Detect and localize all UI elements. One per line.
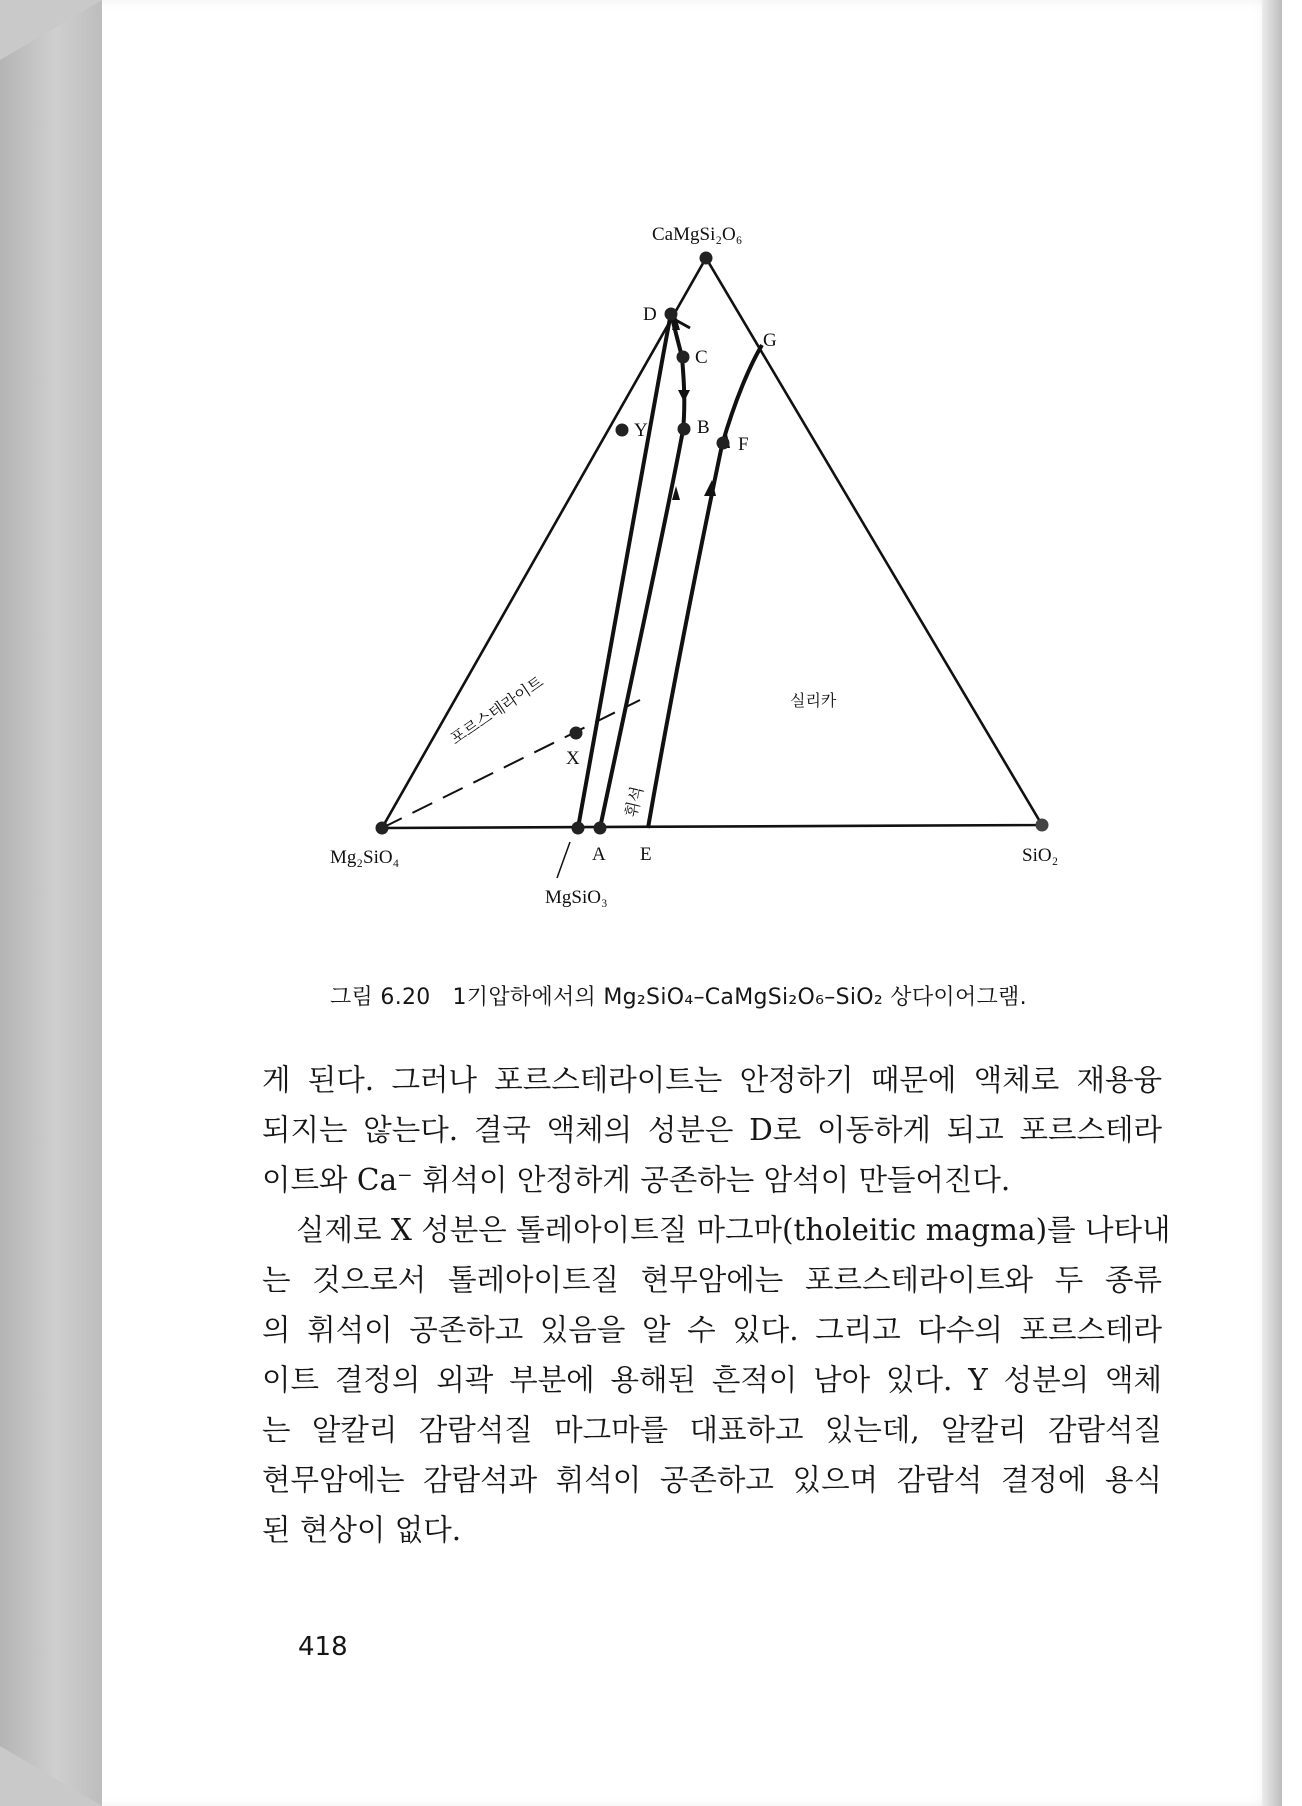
body-line: 는 알칼리 감람석질 마그마를 대표하고 있는데, 알칼리 감람석질 xyxy=(262,1413,1162,1447)
page-number: 418 xyxy=(298,1632,348,1662)
label-e: E xyxy=(640,844,652,865)
label-pyroxene-field: 휘석 xyxy=(621,784,647,819)
body-line: 의 휘석이 공존하고 있음을 알 수 있다. 그리고 다수의 포르스테라 xyxy=(262,1313,1162,1347)
figure-caption xyxy=(330,980,1130,1011)
label-mg2sio4: Mg₂SiO₄ xyxy=(330,847,400,868)
body-line: 이트 결정의 외곽 부분에 용해된 흔적이 남아 있다. Y 성분의 액체 xyxy=(262,1363,1162,1397)
body-line: 는 것으로서 톨레아이트질 현무암에는 포르스테라이트와 두 종류 xyxy=(262,1263,1162,1297)
point-mg2sio4 xyxy=(376,822,389,835)
body-line: 현무암에는 감람석과 휘석이 공존하고 있으며 감람석 결정에 용식 xyxy=(262,1463,1162,1497)
label-silica-field: 실리카 xyxy=(790,691,837,710)
point-a xyxy=(594,822,607,835)
point-sio2 xyxy=(1036,819,1049,832)
arrow-c-b xyxy=(678,390,690,402)
point-y xyxy=(616,424,629,437)
body-line: 게 된다. 그러나 포르스테라이트는 안정하기 때문에 액체로 재용융 xyxy=(262,1063,1162,1097)
label-b: B xyxy=(697,417,710,438)
body-line: 되지는 않는다. 결국 액체의 성분은 D로 이동하게 되고 포르스테라 xyxy=(262,1113,1162,1147)
cotectic-a-d xyxy=(600,318,684,828)
point-f xyxy=(717,437,730,450)
label-y: Y xyxy=(634,420,648,441)
point-camgsi2o6 xyxy=(700,252,713,265)
dashed-line-x xyxy=(382,700,640,828)
figure-caption-text: 1기압하에서의 Mg₂SiO₄–CaMgSi₂O₆–SiO₂ 상다이어그램. xyxy=(452,985,1027,1010)
point-d xyxy=(665,308,678,321)
label-camgsi2o6: CaMgSi₂O₆ xyxy=(652,224,743,245)
mgsio3-pointer xyxy=(557,842,570,878)
point-b xyxy=(678,423,691,436)
point-x xyxy=(570,727,583,740)
label-sio2: SiO₂ xyxy=(1022,845,1059,866)
body-line: 실제로 X 성분은 톨레아이트질 마그마(tholeitic magma)를 나타내 xyxy=(296,1213,1171,1247)
boundary-forsterite-pyroxene xyxy=(578,318,670,828)
label-f: F xyxy=(738,434,749,455)
figure-number: 그림 6.20 xyxy=(330,985,431,1010)
label-d: D xyxy=(643,304,657,325)
ternary-triangle xyxy=(382,258,1042,828)
label-mgsio3: MgSiO₃ xyxy=(545,887,608,908)
point-mgsio3 xyxy=(572,822,585,835)
body-text xyxy=(262,1055,1171,1555)
label-c: C xyxy=(695,347,708,368)
point-c xyxy=(677,351,690,364)
label-forsterite-field: 포르스테라이트 xyxy=(446,672,547,749)
body-line: 된 현상이 없다. xyxy=(262,1513,462,1547)
label-x: X xyxy=(566,748,580,769)
body-line: 이트와 Ca⁻ 휘석이 안정하게 공존하는 암석이 만들어진다. xyxy=(262,1163,1011,1197)
label-a: A xyxy=(592,844,606,865)
label-g: G xyxy=(763,330,777,351)
